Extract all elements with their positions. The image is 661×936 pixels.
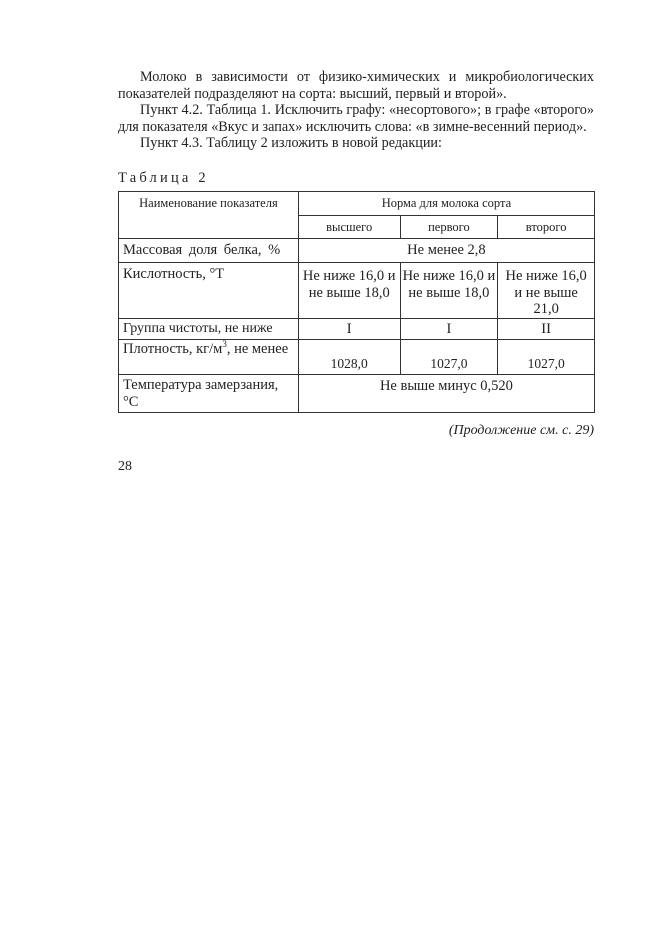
row-value: Не ниже 16,0 и не выше 21,0 [498,263,595,319]
table-row [119,340,595,375]
header-name: Наименование показателя [119,192,299,239]
table-row [119,375,595,413]
row-value: 1027,0 [400,340,498,375]
row-name: Массовая доля белка, % [119,239,299,263]
table-row [119,319,595,340]
header-grade: первого [400,216,498,239]
header-grade: высшего [298,216,400,239]
paragraph: Пункт 4.3. Таблицу 2 изложить в новой редакции: [140,135,442,152]
paragraph: Пункт 4.2. Таблица 1. Исключить графу: «несортового»; в графе «второго» для показателя «Вкус и запах» исключить слова: «в зимне-весенний период». [118,102,594,135]
table-row [119,263,595,319]
row-name: Температура замерзания, °С [119,375,299,413]
table-caption: Таблица 2 [118,170,209,186]
row-value: Не выше минус 0,520 [298,375,594,413]
row-name-text: Плотность, кг/м [123,341,223,357]
header-grade: второго [498,216,595,239]
row-value: I [298,319,400,340]
row-value: 1027,0 [498,340,595,375]
row-name [119,340,299,375]
row-value: Не ниже 16,0 и не выше 18,0 [298,263,400,319]
row-name: Группа чистоты, не ниже [119,319,299,340]
row-value: I [400,319,498,340]
milk-grade-table [118,191,595,413]
row-name-text: , не менее [226,341,289,357]
row-value: Не менее 2,8 [298,239,594,263]
table-row [119,239,595,263]
row-name: Кислотность, °Т [119,263,299,319]
row-value: Не ниже 16,0 и не выше 18,0 [400,263,498,319]
body-text [118,69,594,152]
row-value: II [498,319,595,340]
superscript: 3 [222,339,227,350]
continuation-note: (Продолжение см. с. 29) [448,423,594,438]
page-number: 28 [118,459,132,474]
paragraph: Молоко в зависимости от физико-химических и микробиологических показателей подразделяют на сорта: высший, первый и второй». [118,69,594,102]
header-norm: Норма для молока сорта [298,192,594,216]
row-value: 1028,0 [298,340,400,375]
